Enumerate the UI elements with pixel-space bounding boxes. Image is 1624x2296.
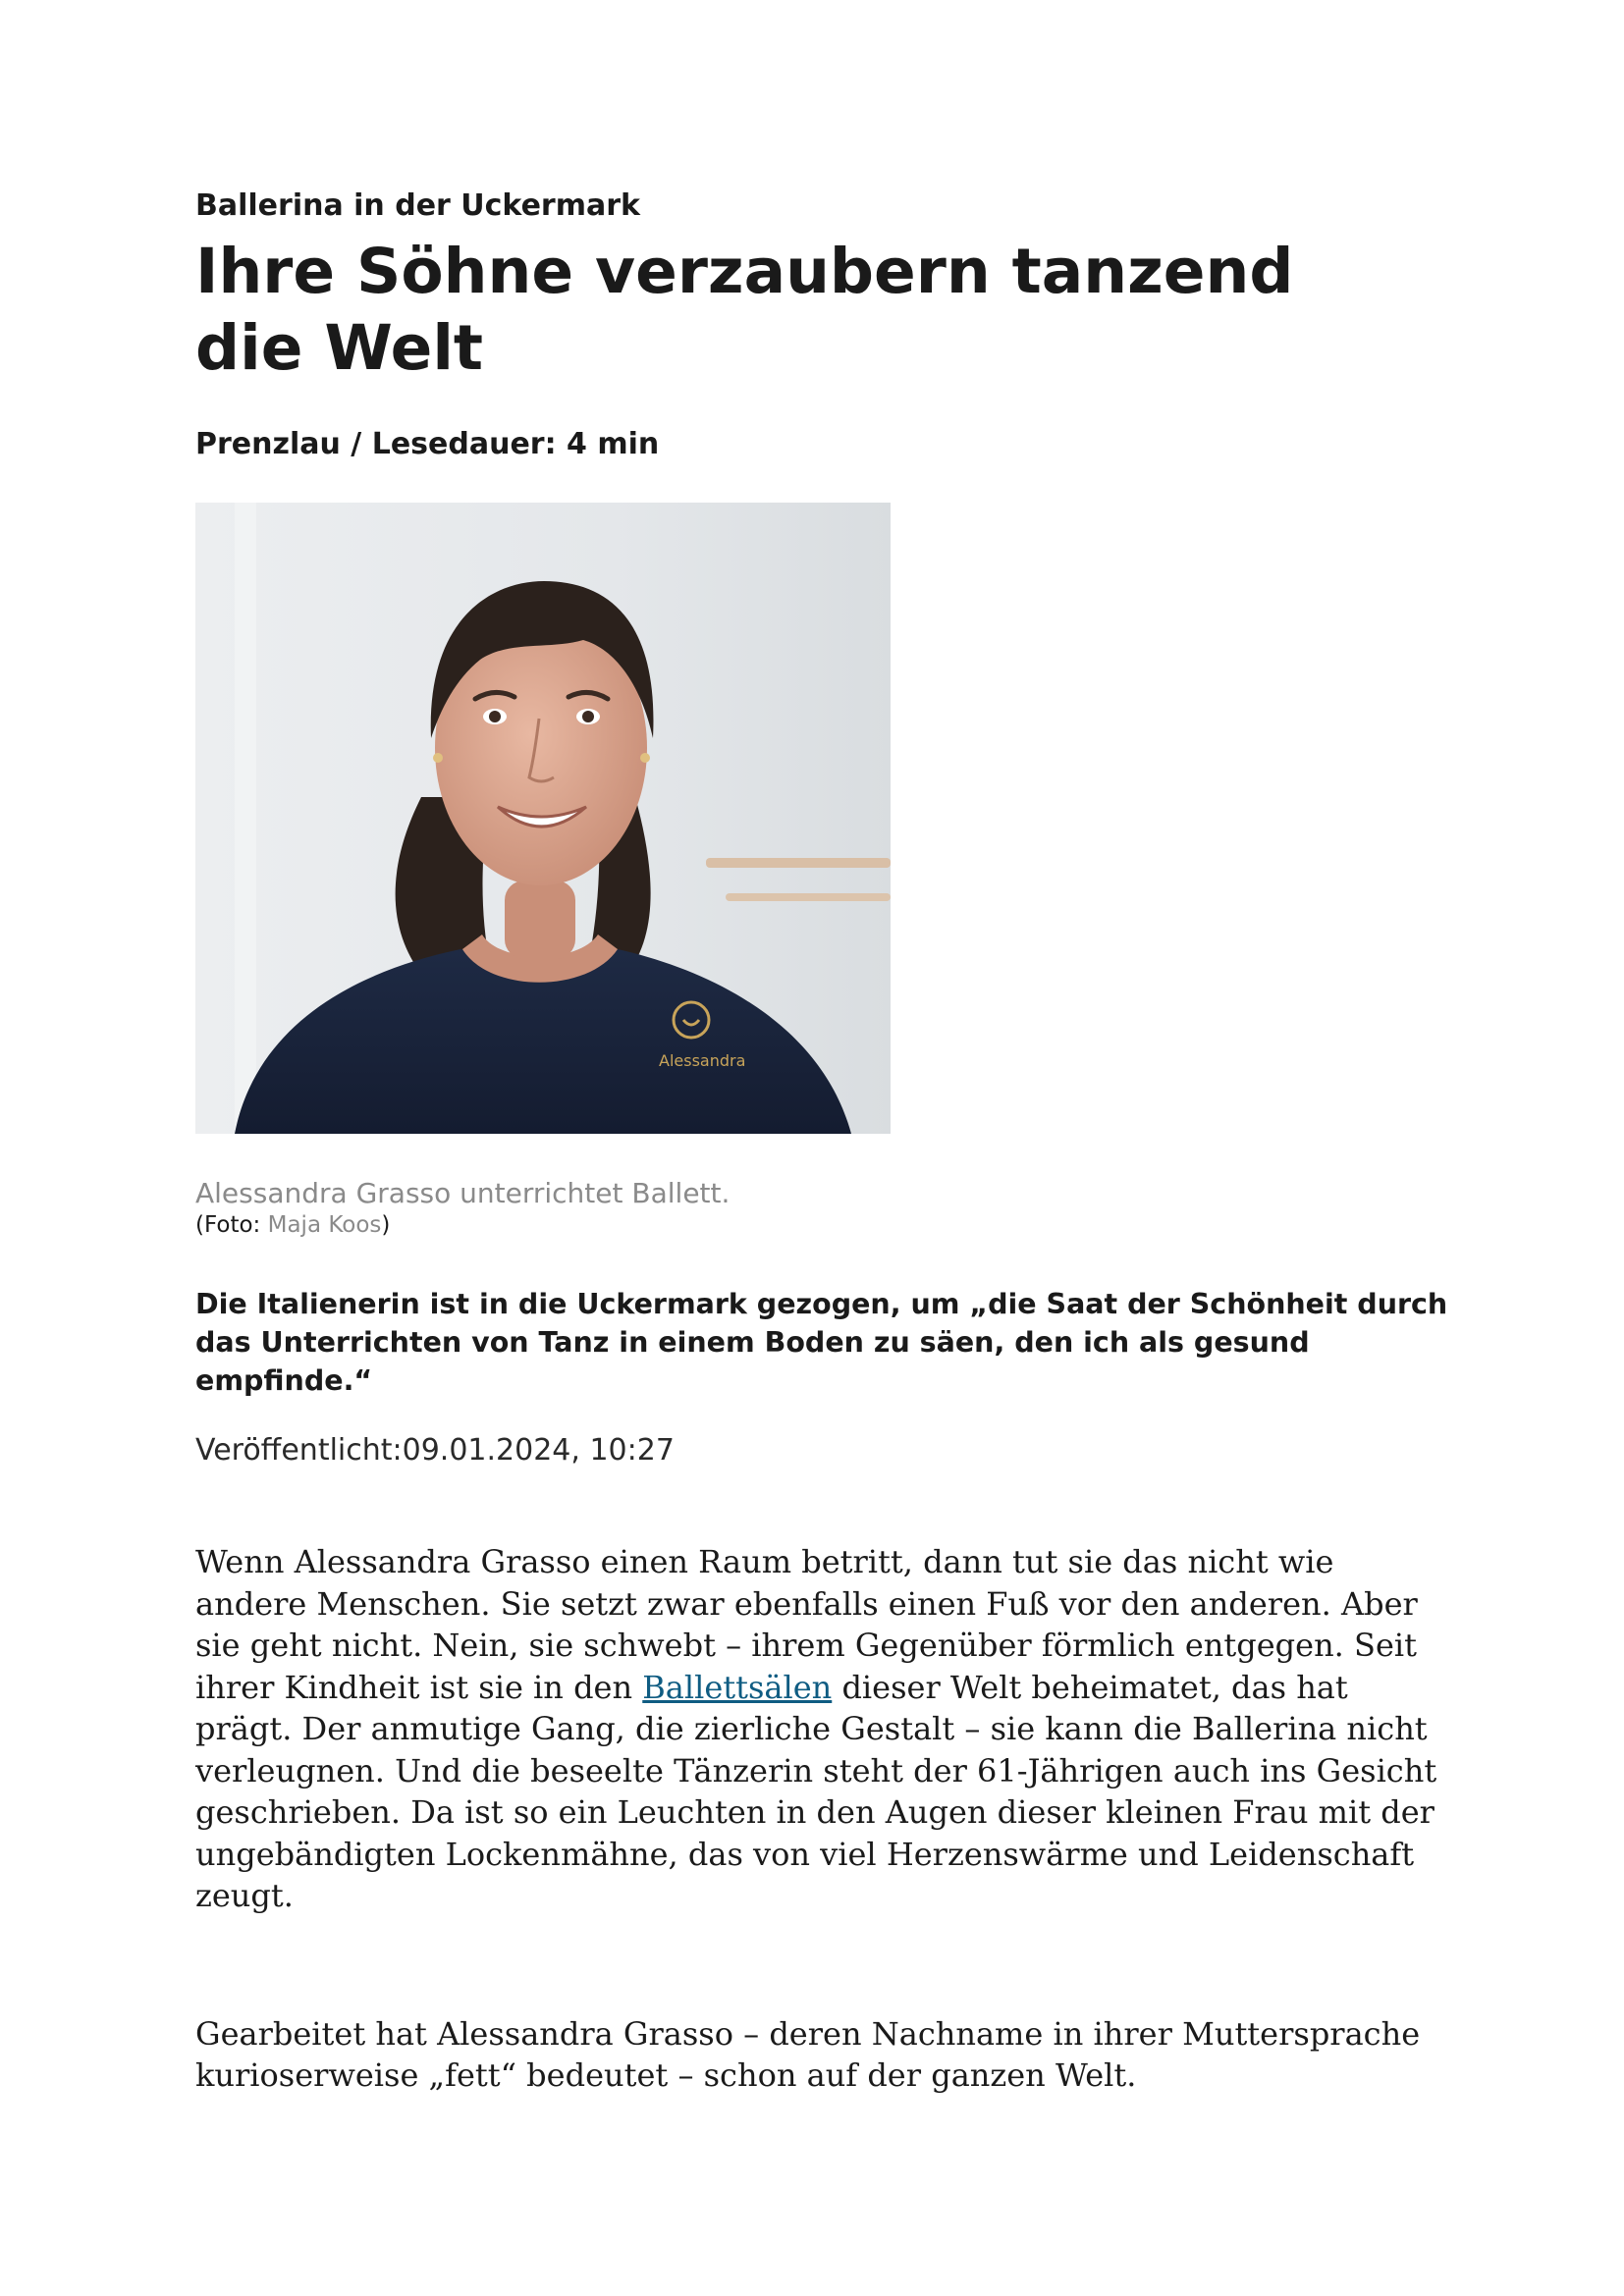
ballettsaelen-link[interactable]: Ballettsälen	[642, 1668, 833, 1706]
meta-separator: /	[340, 427, 372, 461]
article-headline: Ihre Söhne verzaubern tanzend die Welt	[195, 236, 1294, 384]
article-teaser: Die Italienerin ist in die Uckermark gezogen, um „die Saat der Schönheit durch das Unterrichten von Tanz in einem Boden zu säen, den ich als gesund empfinde.“	[195, 1288, 1448, 1397]
portrait-illustration	[195, 503, 891, 1134]
credit-prefix: (Foto:	[195, 1212, 268, 1238]
paragraph-text: Wenn Alessandra Grasso einen Raum betritt, dann tut sie das nicht wie andere Menschen. Sie setzt zwar ebenfalls einen Fuß vor den anderen. Aber sie geht nicht. Nein, sie schwebt – ihrem Gegenüber förmlich entgegen. Seit ihrer Kindheit ist sie in den	[195, 1543, 1418, 1706]
credit-suffix: )	[381, 1212, 391, 1238]
credit-name: Maja Koos	[267, 1212, 382, 1238]
shirt-logo-text: Alessandra	[659, 1051, 746, 1070]
article-read-time: Lesedauer: 4 min	[371, 427, 660, 461]
article-kicker: Ballerina in der Uckermark	[195, 188, 640, 223]
photo-caption: Alessandra Grasso unterrichtet Ballett.	[195, 1177, 731, 1209]
body-paragraph: Gearbeitet hat Alessandra Grasso – deren Nachname in ihrer Muttersprache kurioserweise „fett“ bedeutet – schon auf der ganzen Welt.	[195, 2014, 1421, 2094]
photo-credit	[195, 1210, 1452, 1240]
article-location: Prenzlau	[195, 427, 341, 461]
body-paragraph	[195, 1541, 1452, 1917]
paragraph-text: dieser Welt beheimatet, das hat prägt. Der anmutige Gang, die zierliche Gestalt – sie kann die Ballerina nicht verleugnen. Und die beseelte Tänzerin steht der 61-Jährigen auch ins Gesicht geschrieben. Da ist so ein Leuchten in den Augen dieser kleinen Frau mit der ungebändigten Lockenmähne, das von viel Herzenswärme und Leidenschaft zeugt.	[195, 1668, 1437, 1914]
article-photo	[195, 503, 891, 1134]
published-date: Veröffentlicht:09.01.2024, 10:27	[195, 1433, 675, 1468]
article	[195, 187, 1452, 2128]
article-meta	[195, 425, 1452, 464]
